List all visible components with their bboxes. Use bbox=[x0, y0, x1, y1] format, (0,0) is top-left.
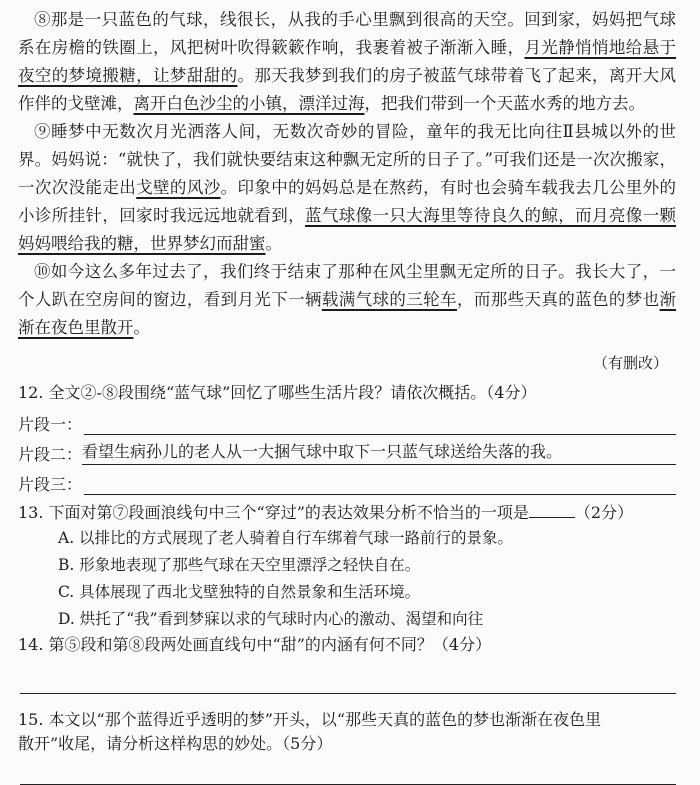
text: 如今这么多年过去了，我们终于结束了那种在风尘里飘无定所的日子。我长大了，一个人趴在空房间的窗边，看到月光下一辆 bbox=[18, 262, 677, 309]
question-15-answer-line-1[interactable] bbox=[20, 762, 676, 785]
text: 那是一只蓝色的气球，线很长，从我的手心里飘到很高的天空。回到家，妈妈把气球系在房檐的铁圈上，风把树叶吹得簌簌作响，我裹着被子渐渐入睡， bbox=[18, 10, 677, 57]
question-12: 12. 全文②-⑧段围绕“蓝气球”回忆了哪些生活片段？请依次概括。（4分） bbox=[18, 383, 537, 402]
option-b: B. 形象地表现了那些气球在天空里漂浮之轻快自在。 bbox=[58, 556, 421, 574]
question-15-line-1: 15. 本文以“那个蓝得近乎透明的梦”开头，以“那些天真的蓝色的梦也渐渐在夜色里 bbox=[18, 710, 602, 729]
text: 。 bbox=[265, 234, 282, 253]
segment-1-row bbox=[18, 405, 676, 435]
underlined-phrase: 载满气球的三轮车 bbox=[321, 290, 457, 309]
underlined-sentence: 月光静悄悄地给悬于夜空的梦境搬糖，让梦甜甜的 bbox=[18, 38, 677, 85]
text: 睡梦中无数次月光洒落人间，无数次奇妙的冒险，童年的我无比向往Ⅱ县城以外的世界。妈妈说：“就快了，我们就快要结束这种飘无定所的日子了。”可我们还是一次次搬家，一次次没能走出 bbox=[18, 122, 677, 197]
text: ，而那些天真的蓝色的梦也 bbox=[456, 290, 660, 309]
paragraph-number: ⑧ bbox=[34, 10, 51, 29]
question-13-score: （2分） bbox=[574, 503, 634, 522]
segment-2-row bbox=[18, 435, 676, 465]
question-14-answer-line-1[interactable] bbox=[20, 671, 676, 694]
option-d: D. 烘托了“我”看到梦寐以求的气球时内心的激动、渴望和向往 bbox=[58, 610, 484, 628]
paragraph-10 bbox=[18, 258, 676, 342]
text: 。那天我梦到我们的房子被蓝气球带着飞了起来，离开大风作伴的戈壁滩， bbox=[18, 66, 677, 113]
paragraph-number: ⑩ bbox=[34, 262, 51, 281]
segment-3-label: 片段三： bbox=[18, 475, 83, 494]
segment-1-label: 片段一： bbox=[18, 415, 83, 434]
underlined-sentence: 蓝气球像一只大海里等待良久的鲸，而月亮像一颗妈妈喂给我的糖，世界梦幻而甜蜜 bbox=[18, 206, 677, 253]
segment-2-label: 片段二： bbox=[18, 445, 83, 464]
question-13-answer-blank[interactable] bbox=[529, 501, 575, 518]
segment-2-answer: 看望生病孙儿的老人从一大捆气球中取下一只蓝气球送给失落的我。 bbox=[82, 439, 676, 465]
text: ，把我们带到一个天蓝水秀的地方去。 bbox=[364, 94, 645, 113]
option-c: C. 具体展现了西北戈壁独特的自然景象和生活环境。 bbox=[58, 583, 421, 601]
question-14: 14. 第⑤段和第⑧段两处画直线句中“甜”的内涵有何不同？（4分） bbox=[18, 635, 492, 654]
segment-3-answer-blank[interactable] bbox=[84, 474, 676, 495]
paragraph-number: ⑨ bbox=[34, 122, 52, 141]
text: 。印象中的妈妈总是在熬药，有时也会骑车载我去几公里外的小诊所挂针，回家时我远远地就看到， bbox=[18, 178, 677, 225]
text: 。 bbox=[133, 318, 150, 337]
paragraph-9 bbox=[18, 118, 676, 258]
underlined-phrase: 渐渐在夜色里散开 bbox=[18, 290, 677, 337]
question-13 bbox=[18, 501, 676, 525]
paragraph-8 bbox=[18, 6, 676, 118]
edit-note: （有删改） bbox=[592, 354, 668, 372]
question-15-line-2: 散开”收尾，请分析这样构思的妙处。（5分） bbox=[18, 734, 333, 753]
option-a: A. 以排比的方式展现了老人骑着自行车绑着气球一路前行的景象。 bbox=[58, 529, 514, 547]
segment-3-row bbox=[18, 465, 676, 495]
segment-1-answer-blank[interactable] bbox=[84, 414, 676, 435]
underlined-phrase: 戈壁的风沙 bbox=[136, 178, 221, 197]
underlined-sentence: 离开白色沙尘的小镇，漂洋过海 bbox=[133, 94, 365, 113]
question-13-text: 13. 下面对第⑦段画浪线句中三个“穿过”的表达效果分析不恰当的一项是 bbox=[18, 503, 529, 522]
